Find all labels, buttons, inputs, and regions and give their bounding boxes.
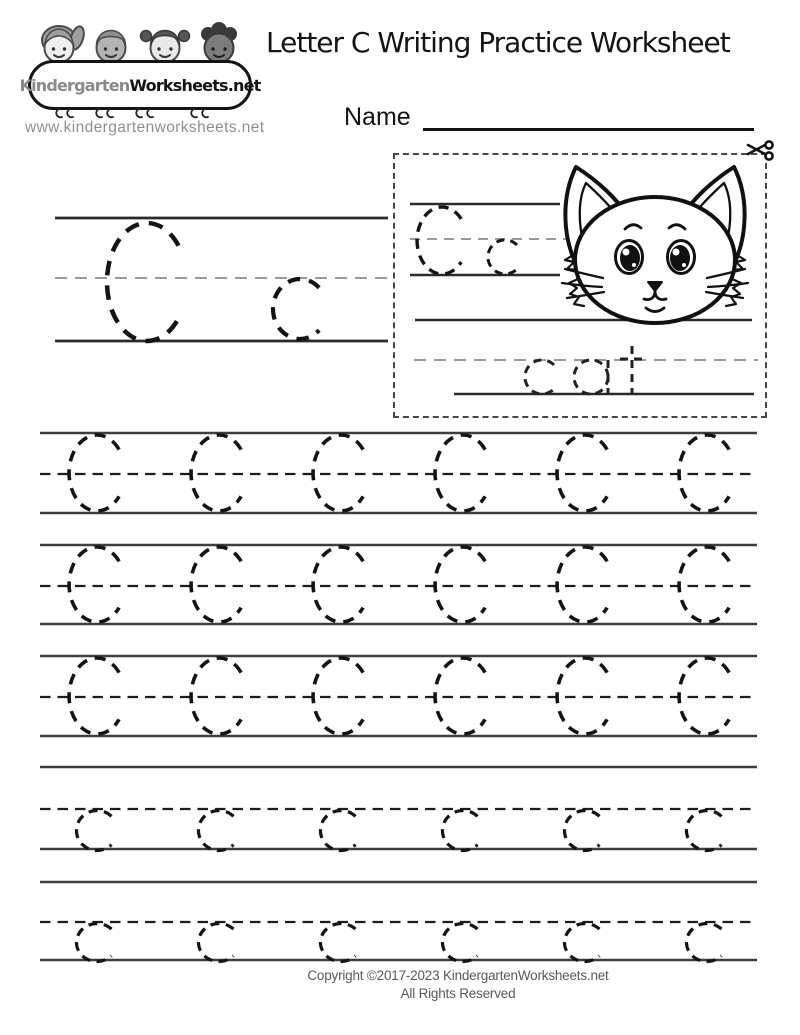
trace-word-cat [525,346,645,394]
trace-letter-C [313,435,363,511]
display-letters-Cc [40,190,390,350]
kids-illustration [27,14,239,66]
cut-out-card [393,153,767,418]
trace-letter-c [686,811,721,851]
page-title: Letter C Writing Practice Worksheet [266,26,730,59]
trace-letter-c [525,360,554,394]
trace-letter-C [557,547,607,622]
trace-letter-c [564,924,599,962]
trace-letter-c [198,924,233,962]
trace-letter-C [679,547,729,622]
copyright-text: Copyright ©2017-2023 KindergartenWorksheets.net [307,968,609,983]
trace-letter-C [557,435,607,511]
trace-letter-c [76,811,111,851]
trace-letter-c [320,924,355,962]
card-content [395,155,765,416]
logo-url: www.kindergartenworksheets.net [25,119,265,136]
trace-letter-C [679,435,729,511]
cat-face-illustration [562,167,748,323]
trace-letter-C [191,658,241,734]
trace-letter-C-large [107,223,179,341]
logo-text-black: Worksheets.net [129,75,261,95]
trace-letter-C [313,658,363,734]
trace-letter-c [198,811,233,851]
rights-text: All Rights Reserved [400,986,516,1001]
trace-letter-C [435,658,485,734]
trace-letter-C [557,658,607,734]
trace-letter-C [191,547,241,622]
trace-letter-c [76,924,111,962]
trace-letter-a-bowl [574,360,608,394]
trace-letter-c-large [273,279,319,339]
trace-letter-C [435,547,485,622]
logo-badge [19,60,261,110]
trace-letter-C [435,435,485,511]
name-blank-line [423,128,754,131]
trace-letter-C [69,658,119,734]
trace-letter-c [320,811,355,851]
kids-hands-decoration [50,107,215,123]
trace-letter-c [442,924,477,962]
trace-letter-C [417,207,461,274]
trace-letter-c [564,811,599,851]
trace-letter-C [69,435,119,511]
trace-letter-C [679,658,729,734]
logo-text-gray: Kindergarten [19,75,130,95]
trace-letter-C [191,435,241,511]
trace-letter-c [488,240,517,274]
trace-letter-c [686,924,721,962]
trace-letter-C [313,547,363,622]
trace-letter-C [69,547,119,622]
footer [108,967,800,1003]
name-label: Name [344,103,411,131]
trace-letter-c [442,811,477,851]
